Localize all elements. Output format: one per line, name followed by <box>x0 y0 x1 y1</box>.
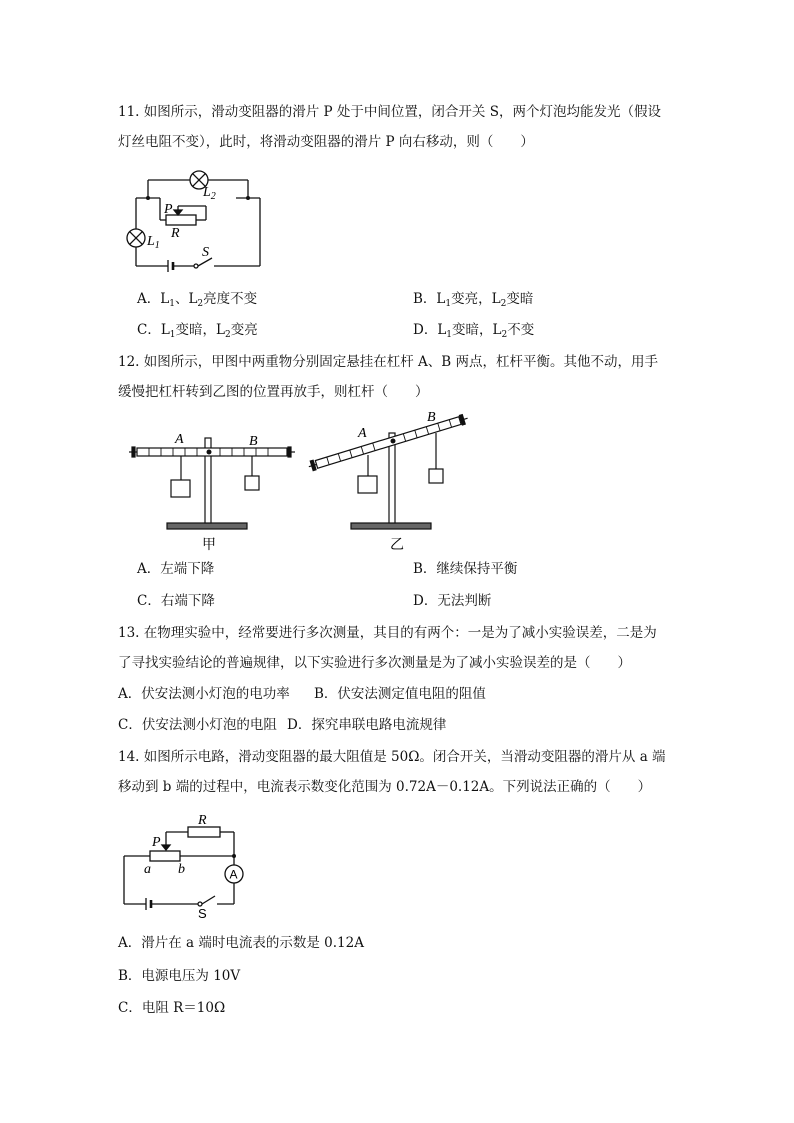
q11-stem-line1: 11. 如图所示，滑动变阻器的滑片 P 处于中间位置，闭合开关 S，两个灯泡均能发光（假设 <box>118 104 661 120</box>
jia-label-A: A <box>175 432 184 447</box>
q12-option-D: D．无法判断 <box>413 593 492 609</box>
lever-jia <box>129 438 295 529</box>
ammeter-label: A <box>229 867 238 882</box>
yi-label-B: B <box>427 410 436 425</box>
label-b: b <box>178 862 185 877</box>
q12-stem-line1: 12. 如图所示，甲图中两重物分别固定悬挂在杠杆 A、B 两点，杠杆平衡。其他不动，用手 <box>118 354 659 370</box>
q13-option-C: C．伏安法测小灯泡的电阻 <box>118 717 277 733</box>
q14-circuit-figure <box>118 810 258 920</box>
q14-stem-line1: 14. 如图所示电路，滑动变阻器的最大阻值是 50Ω。闭合开关，当滑动变阻器的滑片从 a 端 <box>118 749 666 765</box>
q14-circuit-diagram <box>118 810 258 920</box>
label-P: P <box>164 202 173 217</box>
q12-option-C: C．右端下降 <box>137 593 215 609</box>
q14-stem-line2: 移动到 b 端的过程中，电流表示数变化范围为 0.72A－0.12A。下列说法正确的（ ） <box>118 779 652 795</box>
q11-circuit-diagram <box>118 160 278 280</box>
q11-option-A: A．$L_1$、$L_2$亮度不变 <box>137 291 258 309</box>
q14-option-A: A．滑片在 a 端时电流表的示数是 0.12A <box>118 935 364 951</box>
q12-option-A: A．左端下降 <box>137 561 215 577</box>
q11-option-D: D．$L_1$变暗，$L_2$不变 <box>413 322 535 340</box>
q13-option-D: D．探究串联电路电流规律 <box>287 717 447 733</box>
q11-option-B: B．$L_1$变亮，$L_2$变暗 <box>413 291 534 309</box>
q13-option-A: A．伏安法测小灯泡的电功率 <box>118 686 290 702</box>
label-S: S <box>198 906 207 921</box>
label-R: R <box>171 226 180 241</box>
q12-stem-line2: 缓慢把杠杆转到乙图的位置再放手，则杠杆（ ） <box>118 384 429 400</box>
resistor-R <box>188 827 220 837</box>
q14-option-B: B．电源电压为 10V <box>118 968 241 984</box>
label-P: P <box>152 835 161 850</box>
lever-yi <box>307 413 469 529</box>
q14-option-C: C．电阻 R＝10Ω <box>118 1000 226 1016</box>
q12-lever-figure <box>125 405 465 555</box>
q11-option-C: C．$L_1$变暗，$L_2$变亮 <box>137 322 258 340</box>
label-L2: $L_2$ <box>203 185 216 202</box>
label-S: S <box>202 245 209 260</box>
q12-option-B: B．继续保持平衡 <box>413 561 518 577</box>
q11-stem-line2: 灯丝电阻不变），此时，将滑动变阻器的滑片 P 向右移动，则（ ） <box>118 134 534 150</box>
q11-circuit-figure <box>118 160 278 280</box>
yi-label-A: A <box>358 426 367 441</box>
q12-lever-diagram <box>125 405 465 555</box>
label-L1: $L_1$ <box>147 234 160 251</box>
q13-option-B: B．伏安法测定值电阻的阻值 <box>314 686 486 702</box>
label-R: R <box>198 813 207 828</box>
caption-jia: 甲 <box>202 537 216 553</box>
caption-yi: 乙 <box>390 537 404 553</box>
rheostat <box>150 851 180 861</box>
jia-label-B: B <box>249 434 258 449</box>
q13-stem-line2: 了寻找实验结论的普遍规律，以下实验进行多次测量是为了减小实验误差的是（ ） <box>118 655 631 671</box>
q13-stem-line1: 13. 在物理实验中，经常要进行多次测量，其目的有两个：一是为了减小实验误差，二是为 <box>118 625 657 641</box>
label-a: a <box>144 862 151 877</box>
